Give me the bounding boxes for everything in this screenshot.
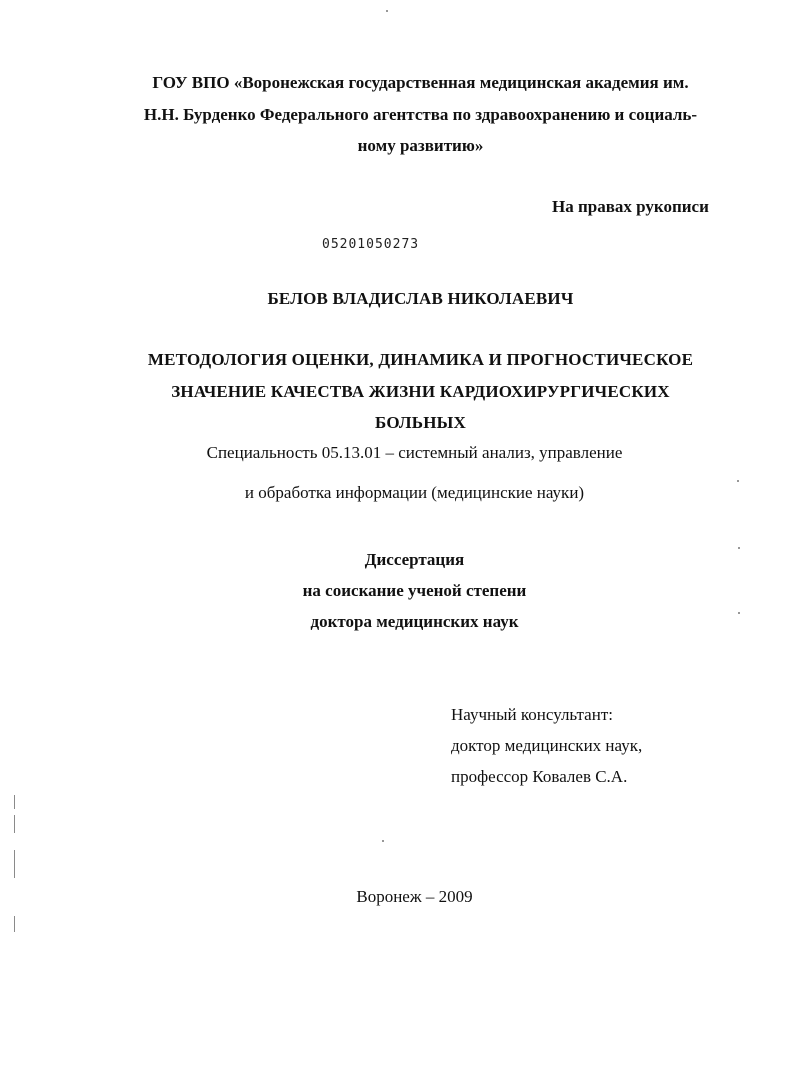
scan-edge-mark-1 [14, 795, 15, 809]
institution-line-3: ному развитию» [357, 136, 484, 155]
place-year: Воронеж – 2009 [356, 887, 473, 906]
scan-speck-top [386, 10, 388, 12]
scan-speck-middle [382, 840, 384, 842]
institution-line-2: Н.Н. Бурденко Федерального агентства по здравоохранению и социаль- [143, 105, 698, 124]
title-line-3: БОЛЬНЫХ [375, 413, 466, 432]
consultant-line-3: профессор Ковалев С.А. [451, 767, 628, 786]
scan-edge-mark-3 [14, 850, 15, 878]
catalog-number: 05201050273 [322, 237, 420, 252]
manuscript-note: На правах рукописи [552, 197, 709, 216]
title-line-2: ЗНАЧЕНИЕ КАЧЕСТВА ЖИЗНИ КАРДИОХИРУРГИЧЕСКИХ [171, 382, 670, 401]
scan-edge-mark-2 [14, 815, 15, 833]
scan-speck-right-2 [738, 547, 740, 549]
title-line-1: МЕТОДОЛОГИЯ ОЦЕНКИ, ДИНАМИКА И ПРОГНОСТИЧЕСКОЕ [147, 350, 694, 369]
consultant-line-2: доктор медицинских наук, [451, 736, 643, 755]
specialty-line-1: Специальность 05.13.01 – системный анализ, управление [206, 443, 623, 462]
work-type-line-3: доктора медицинских наук [310, 612, 519, 631]
scan-speck-right-1 [737, 480, 739, 482]
work-type-line-2: на соискание ученой степени [302, 581, 527, 600]
author-name: БЕЛОВ ВЛАДИСЛАВ НИКОЛАЕВИЧ [267, 289, 574, 308]
work-type-line-1: Диссертация [364, 550, 465, 569]
consultant-line-1: Научный консультант: [451, 705, 613, 724]
scan-edge-mark-4 [14, 916, 15, 932]
institution-line-1: ГОУ ВПО «Воронежская государственная медицинская академия им. [152, 73, 689, 92]
specialty-line-2: и обработка информации (медицинские науки) [244, 483, 585, 502]
